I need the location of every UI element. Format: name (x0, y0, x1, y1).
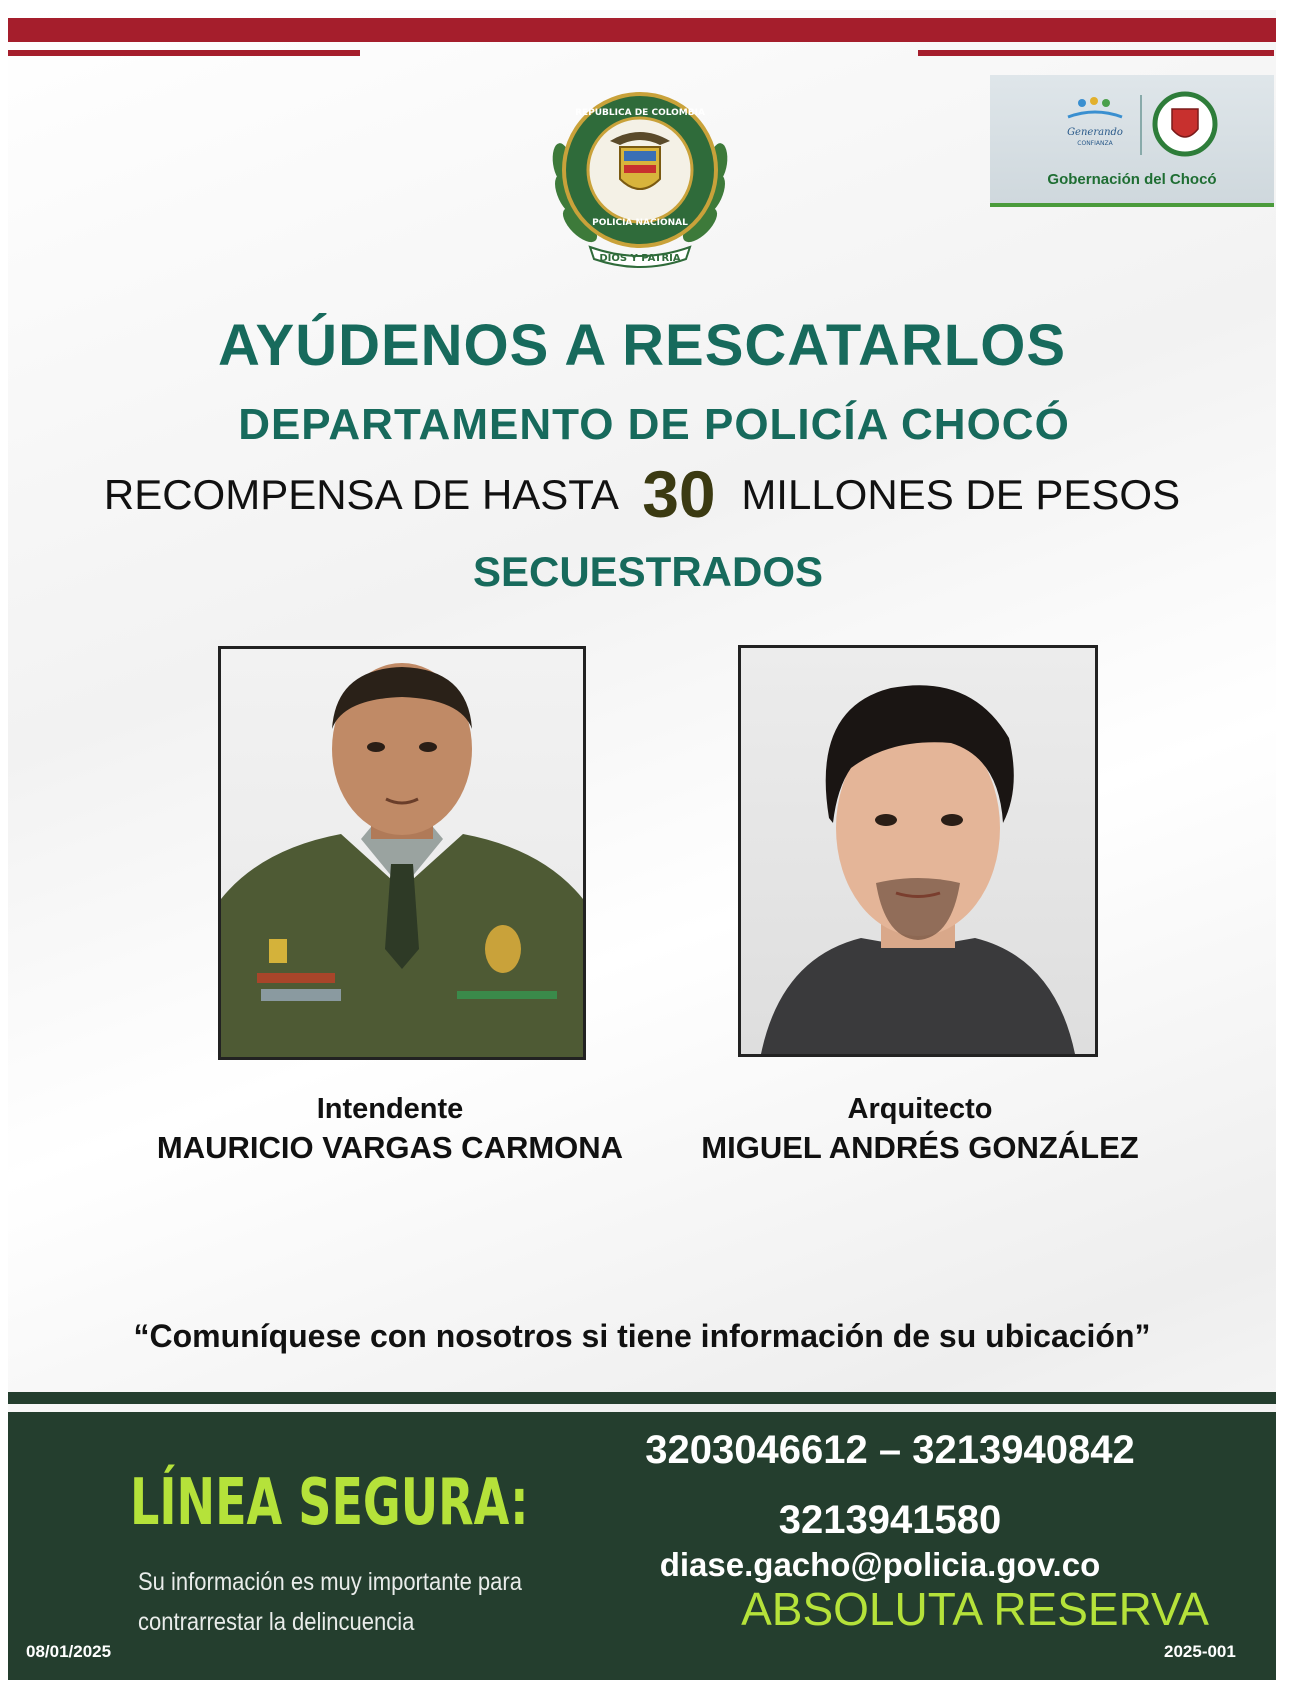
seal-bottom-text: POLICIA NACIONAL (592, 218, 688, 228)
poster-code: 2025-001 (1164, 1642, 1236, 1661)
person-role-2: Arquitecto (847, 1093, 993, 1125)
svg-text:Generando (1067, 127, 1123, 138)
top-right-red-line (918, 50, 1274, 56)
policia-nacional-seal-icon (540, 75, 740, 275)
top-red-stripe (8, 18, 1276, 42)
seal-top-text: REPUBLICA DE COLOMBIA (575, 108, 705, 118)
hotline-subtitle-line2: contrarrestar la delincuencia (138, 1608, 415, 1636)
hotline-subtitle-line1: Su información es muy importante para (138, 1568, 522, 1596)
svg-text:REPUBLICA DE COLOMBIA (575, 108, 705, 118)
person-name-block-1 (120, 1090, 660, 1168)
seal-ribbon-text: DIOS Y PATRIA (599, 253, 681, 264)
person-name-1: MAURICIO VARGAS CARMONA (156, 1130, 624, 1165)
civilian-portrait-icon (741, 648, 1095, 1054)
reward-prefix: RECOMPENSA DE HASTA (103, 471, 617, 518)
contact-quote: “Comuníquese con nosotros si tiene información de su ubicación” (133, 1318, 1151, 1354)
gov-slogan-line1: Generando (1067, 127, 1123, 138)
contact-email[interactable]: diase.gacho@policia.gov.co (659, 1546, 1101, 1583)
gov-logo-name: Gobernación del Chocó (1047, 171, 1217, 188)
person-role-1: Intendente (316, 1093, 464, 1125)
gobernacion-choco-logo (990, 75, 1274, 207)
reward-suffix: MILLONES DE PESOS (741, 471, 1181, 518)
svg-text:DIOS Y PATRIA (599, 253, 681, 264)
top-left-red-line (8, 50, 360, 56)
person-name-2: MIGUEL ANDRÉS GONZÁLEZ (701, 1130, 1139, 1165)
hotline-subtitle (138, 1562, 560, 1642)
officer-portrait-icon (221, 649, 583, 1057)
reward-amount: 30 (642, 457, 716, 531)
issue-date: 08/01/2025 (26, 1642, 112, 1661)
absolute-reserve-label: ABSOLUTA RESERVA (741, 1583, 1209, 1635)
svg-text:CONFIANZA (1077, 140, 1113, 147)
person-photo-1 (218, 646, 586, 1060)
hotline-title: LÍNEA SEGURA: (130, 1466, 529, 1540)
phone-numbers-line2[interactable]: 3213941580 (778, 1498, 1002, 1542)
footer-top-band (8, 1392, 1276, 1404)
gov-slogan-line2: CONFIANZA (1077, 140, 1113, 147)
person-photo-2 (738, 645, 1098, 1057)
person-name-block-2 (650, 1090, 1190, 1168)
logo-divider (1140, 95, 1142, 155)
reward-line (0, 456, 1284, 532)
status-label: SECUESTRADOS (472, 548, 824, 595)
choco-department-shield-icon (1152, 91, 1218, 157)
poster-headline: AYÚDENOS A RESCATARLOS (217, 313, 1067, 378)
poster-subheadline: DEPARTAMENTO DE POLICÍA CHOCÓ (238, 400, 1070, 449)
svg-text:POLICIA NACIONAL (592, 218, 688, 228)
phone-numbers-line1[interactable]: 3203046612 – 3213940842 (645, 1428, 1135, 1472)
generando-confianza-logo-icon (1060, 93, 1130, 151)
